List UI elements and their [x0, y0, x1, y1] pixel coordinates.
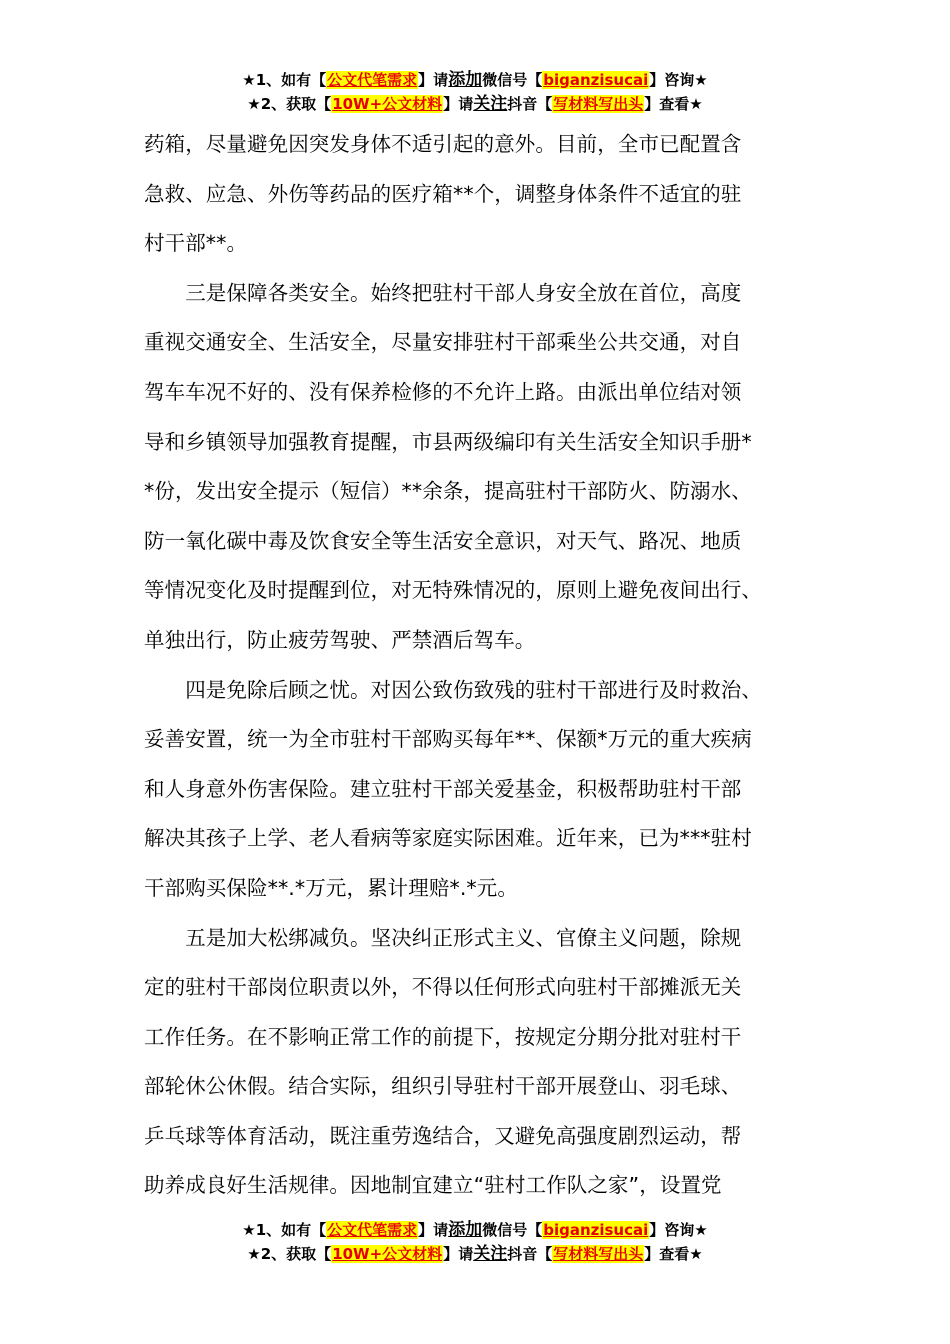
body-line: 药箱，尽量避免因突发身体不适引起的意外。目前，全市已配置含 [144, 132, 742, 156]
highlight-materials: 10W+公文材料 [332, 1245, 443, 1263]
highlight-wechat-id: biganzisucai [543, 71, 649, 89]
body-line: 工作任务。在不影响正常工作的前提下，按规定分期分批对驻村干 [144, 1024, 742, 1049]
banner-line-1: ★1、如有【公文代笔需求】请添加微信号【biganzisucai】咨询★ [242, 70, 708, 90]
highlight-wechat-id: biganzisucai [543, 1221, 649, 1239]
body-line: 等情况变化及时提醒到位，对无特殊情况的，原则上避免夜间出行、 [144, 578, 762, 603]
body-line: 妥善安置，统一为全市驻村干部购买每年**、保额*万元的重大疾病 [144, 727, 752, 752]
document-body [144, 120, 824, 1211]
body-line: 防一氧化碳中毒及饮食安全等生活安全意识，对天气、路况、地质 [144, 528, 742, 553]
body-line: 三是保障各类安全。始终把驻村干部人身安全放在首位，高度 [144, 280, 742, 305]
footer-banner [0, 1218, 950, 1266]
body-line: 和人身意外伤害保险。建立驻村干部关爱基金，积极帮助驻村干部 [144, 776, 742, 801]
body-line: *份，发出安全提示（短信）**余条，提高驻村干部防火、防溺水、 [144, 479, 752, 504]
body-line: 导和乡镇领导加强教育提醒，市县两级编印有关生活安全知识手册* [144, 429, 752, 454]
highlight-douyin: 写材料写出头 [553, 95, 644, 113]
header-banner [0, 68, 950, 116]
body-line: 村干部**。 [144, 231, 248, 256]
body-line: 助养成良好生活规律。因地制宜建立“驻村工作队之家”，设置党 [144, 1173, 722, 1198]
body-line: 定的驻村干部岗位职责以外，不得以任何形式向驻村干部摊派无关 [144, 975, 742, 1000]
body-line: 乒乓球等体育活动，既注重劳逸结合，又避免高强度剧烈运动，帮 [144, 1123, 742, 1148]
banner-line-2: ★2、获取【10W+公文材料】请关注抖音【写材料写出头】查看★ [247, 1244, 703, 1264]
highlight-ghostwriting: 公文代笔需求 [327, 71, 418, 89]
body-line: 五是加大松绑减负。坚决纠正形式主义、官僚主义问题，除规 [144, 925, 742, 950]
body-line: 重视交通安全、生活安全，尽量安排驻村干部乘坐公共交通，对自 [144, 330, 742, 355]
body-line: 四是免除后顾之忧。对因公致伤致残的驻村干部进行及时救治、 [144, 677, 762, 702]
body-line: 解决其孩子上学、老人看病等家庭实际困难。近年来，已为***驻村 [144, 826, 752, 851]
highlight-ghostwriting: 公文代笔需求 [327, 1221, 418, 1239]
body-line: 部轮休公休假。结合实际，组织引导驻村干部开展登山、羽毛球、 [144, 1074, 742, 1099]
highlight-materials: 10W+公文材料 [332, 95, 443, 113]
highlight-douyin: 写材料写出头 [553, 1245, 644, 1263]
body-line: 驾车车况不好的、没有保养检修的不允许上路。由派出单位结对领 [144, 379, 742, 404]
body-line: 干部购买保险**.*万元，累计理赔*.*元。 [144, 875, 518, 900]
body-line: 单独出行，防止疲劳驾驶、严禁酒后驾车。 [144, 627, 536, 652]
body-line: 急救、应急、外伤等药品的医疗箱**个，调整身体条件不适宜的驻 [144, 181, 742, 206]
banner-line-1: ★1、如有【公文代笔需求】请添加微信号【biganzisucai】咨询★ [242, 1220, 708, 1240]
banner-line-2: ★2、获取【10W+公文材料】请关注抖音【写材料写出头】查看★ [247, 94, 703, 114]
